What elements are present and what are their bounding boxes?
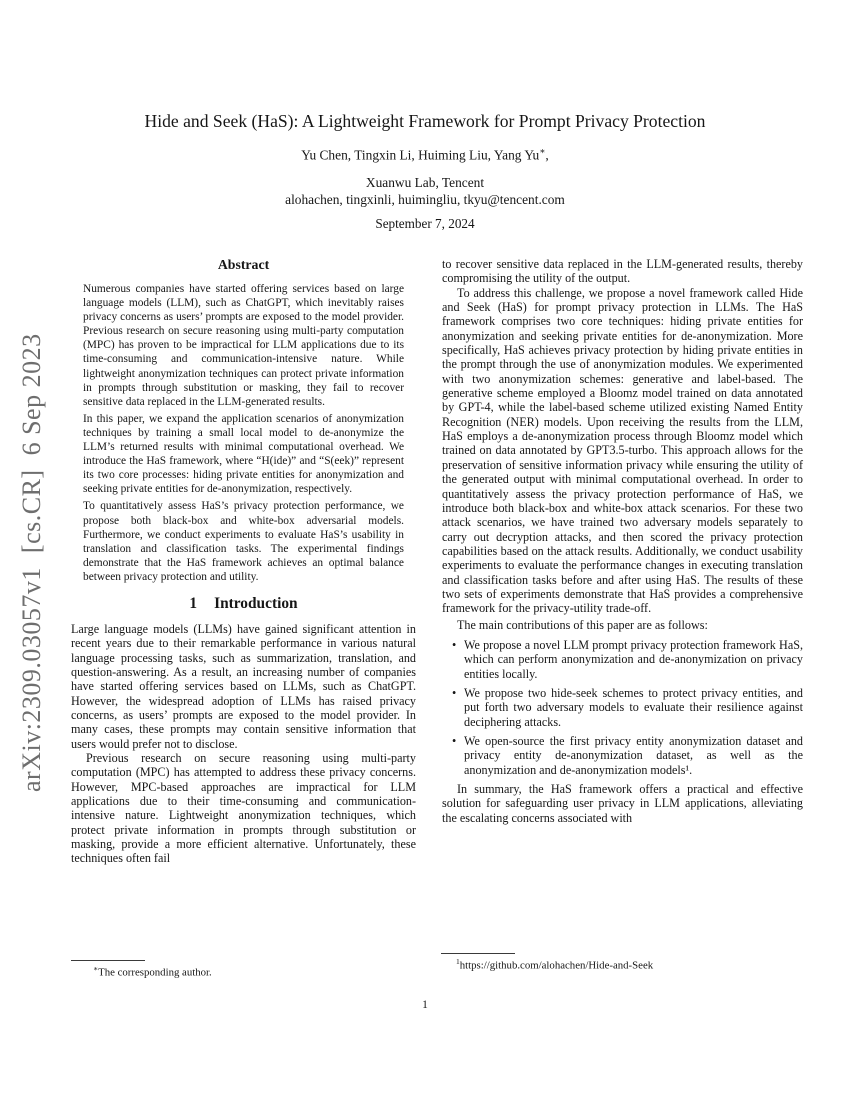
intro-paragraph-3: To address this challenge, we propose a novel framework called Hide and Seek (HaS) for prompt privacy protection in LLMs. The HaS framework comprises two core techniques: hiding private entities for anonymization and seeking private entities for de-anonymization. More specifically, HaS achieves privacy protection by hiding private entities in the prompt through the use of anonymization modules. We experimented with two anonymization schemes: generative and label-based. The generative scheme employed a Bloomz model trained on data annotated by GPT-4, while the label-based scheme utilized existing Named Entity Recognition (NER) models. Upon receiving the results from the LLM, HaS employs a de-anonymization process through Bloomz model which trained on data annotated by GPT3.5-turbo. This approach allows for the preservation of sensitive information privacy while ensuring the utility of the generated output with minimal computational overhead. In order to quantitatively assess the privacy protection performance of HaS, we introduce both black-box and white-box attack scenarios. For these two attack scenarios, we have trained two adversary models separately to carry out decryption attacks, and then scored the privacy protection capabilities based on the attack results. Additionally, we conduct usability experiments to evaluate the performance changes in executing translation and classification tasks before and after using HaS. The results of these two sets of experiments demonstrate that HaS provides a comprehensive framework for the privacy-utility trade-off.: [442, 285, 803, 616]
author-emails: alohachen, tingxinli, huimingliu, tkyu@tencent.com: [285, 192, 565, 207]
abstract-block: [71, 282, 416, 584]
contribution-text-2: We propose two hide-seek schemes to protect privacy entities, and put forth two adversary models to evaluate their resilience against deciphering attacks.: [464, 685, 803, 729]
left-column: [71, 257, 416, 866]
footnote-line: [71, 964, 416, 979]
intro-paragraph-2-continued: to recover sensitive data replaced in the LLM-generated results, thereby compromising the utility of the output.: [442, 257, 803, 286]
abstract-paragraph-3: To quantitatively assess HaS’s privacy protection performance, we propose both black-box and white-box adversarial models. Furthermore, we conduct experiments to evaluate HaS’s usability in translation and classification tasks. The experimental findings demonstrate that the HaS framework achieves an optimal balance between privacy protection and utility.: [83, 500, 404, 583]
abstract-paragraph-1: Numerous companies have started offering services based on large language models (LLM), such as ChatGPT, which inevitably raises privacy concerns as users’ prompts are exposed to the model provider. Previous research on secure reasoning using multi-party computation (MPC) has proven to be impractical for LLM applications due to its time-consuming and communication-intensive nature. While lightweight anonymization techniques can protect private information in prompts through substitution or masking, they fail to recover sensitive data replaced in the LLM-generated results.: [83, 283, 404, 408]
bullet-icon: •: [452, 685, 457, 700]
author-line: [0, 146, 850, 163]
paper-date: September 7, 2024: [375, 216, 475, 231]
contribution-item-2: [442, 686, 803, 729]
section-title: Introduction: [214, 594, 298, 612]
section-number: 1: [189, 594, 198, 612]
authors-trailing-comma: ,: [545, 147, 549, 163]
author-footnote-marker: ∗: [539, 146, 546, 156]
footnote-rule: [71, 960, 145, 961]
footnote-line: [441, 957, 803, 972]
section-heading-introduction: [71, 595, 416, 613]
arxiv-watermark: arXiv:2309.03057v1 [cs.CR] 6 Sep 2023: [17, 333, 46, 792]
contribution-item-3: [442, 734, 803, 777]
right-column: [442, 257, 803, 866]
contribution-text-1: We propose a novel LLM prompt privacy protection framework HaS, which can perform anonymization and de-anonymization on privacy entities locally.: [464, 637, 803, 681]
affiliation: Xuanwu Lab, Tencent: [365, 175, 485, 190]
footnote-marker: 1: [456, 957, 460, 966]
two-column-body: [71, 257, 803, 866]
summary-paragraph: In summary, the HaS framework offers a practical and effective solution for safeguarding user privacy in LLM applications, alleviating the escalating concerns associated with: [442, 782, 803, 825]
intro-paragraph-1: Large language models (LLMs) have gained significant attention in recent years due to their remarkable performance in various natural language processing tasks, such as summarization, translation, and question-answering. As a result, an increasing number of companies have started offering services based on LLMs, such as ChatGPT. However, the widespread adoption of LLMs has raised privacy concerns, as users’ prompts are exposed to the model provider. In many cases, these prompts may contain sensitive information that users would prefer not to disclose.: [71, 621, 416, 751]
github-link[interactable]: https://github.com/alohachen/Hide-and-Seek: [459, 959, 654, 972]
abstract-paragraph-2: In this paper, we expand the application scenarios of anonymization techniques by training a small local model to de-anonymize the LLM’s returned results with minimal computational overhead. We introduce the HaS framework, where “H(ide)” and “S(eek)” represent its two core processes: hiding private entities for anonymization and seeking private entities for de-anonymization, respectively.: [83, 412, 404, 496]
contribution-text-3: We open-source the first privacy entity anonymization dataset and privacy entity de-anonymization dataset, as well as the anonymization and de-anonymization models¹.: [464, 734, 803, 777]
page-number: 1: [0, 999, 850, 1021]
intro-paragraph-2: Previous research on secure reasoning using multi-party computation (MPC) has attempted to address these privacy concerns. However, MPC-based approaches are impractical for LLM applications due to their time-consuming and communication-intensive nature. Lightweight anonymization techniques, which protect private information in prompts through substitution or masking, provide a more efficient alternative. Unfortunately, these techniques often fail: [71, 751, 416, 866]
github-footnote: [441, 951, 803, 989]
authors-text: Yu Chen, Tingxin Li, Huiming Liu, Yang Yu: [301, 147, 540, 163]
footnote-marker: ∗: [93, 964, 99, 973]
corresponding-author-footnote: [71, 958, 416, 992]
footnote-text: The corresponding author.: [98, 966, 212, 979]
footnote-rule: [441, 953, 515, 954]
abstract-heading: Abstract: [217, 257, 270, 272]
paper-title: Hide and Seek (HaS): A Lightweight Framework for Prompt Privacy Protection: [144, 111, 706, 131]
contributions-lead: The main contributions of this paper are as follows:: [457, 617, 708, 632]
bullet-icon: •: [452, 637, 457, 652]
contribution-item-1: [442, 638, 803, 681]
bullet-icon: •: [452, 734, 457, 748]
